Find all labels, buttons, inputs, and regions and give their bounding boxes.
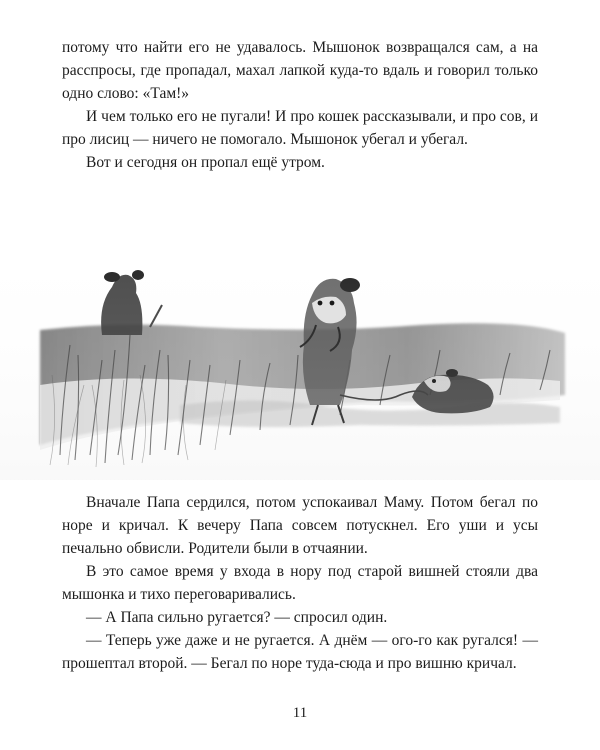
- dialogue-line: — А Папа сильно ругается? — спросил один.: [86, 609, 388, 626]
- dialogue-line: — Теперь уже даже и не ругается. А днём — ого-го как ругался! — прошептал второй. — Бегал по норе туда-сюда и про вишню кричал.: [62, 632, 538, 672]
- paragraph: В это самое время у входа в нору под старой вишней стояли два мышонка и тихо переговаривались.: [62, 563, 538, 603]
- paragraph: И чем только его не пугали! И про кошек рассказывали, и про сов, и про лисиц — ничего не помогало. Мышонок убегал и убегал.: [62, 108, 538, 148]
- ink-illustration: [0, 255, 600, 480]
- text-block-bottom: [62, 491, 538, 675]
- page-number: 11: [292, 705, 308, 721]
- paragraph: Вначале Папа сердился, потом успокаивал Маму. Потом бегал по норе и кричал. К вечеру Папа совсем потускнел. Его уши и усы печально обвисли. Родители были в отчаянии.: [62, 494, 538, 557]
- paragraph: потому что найти его не удавалось. Мышонок возвращался сам, а на расспросы, где пропадал, махал лапкой куда-то вдаль и говорил только одно слово: «Там!»: [62, 39, 538, 102]
- text-block-top: [62, 36, 538, 174]
- paragraph: Вот и сегодня он пропал ещё утром.: [86, 154, 325, 171]
